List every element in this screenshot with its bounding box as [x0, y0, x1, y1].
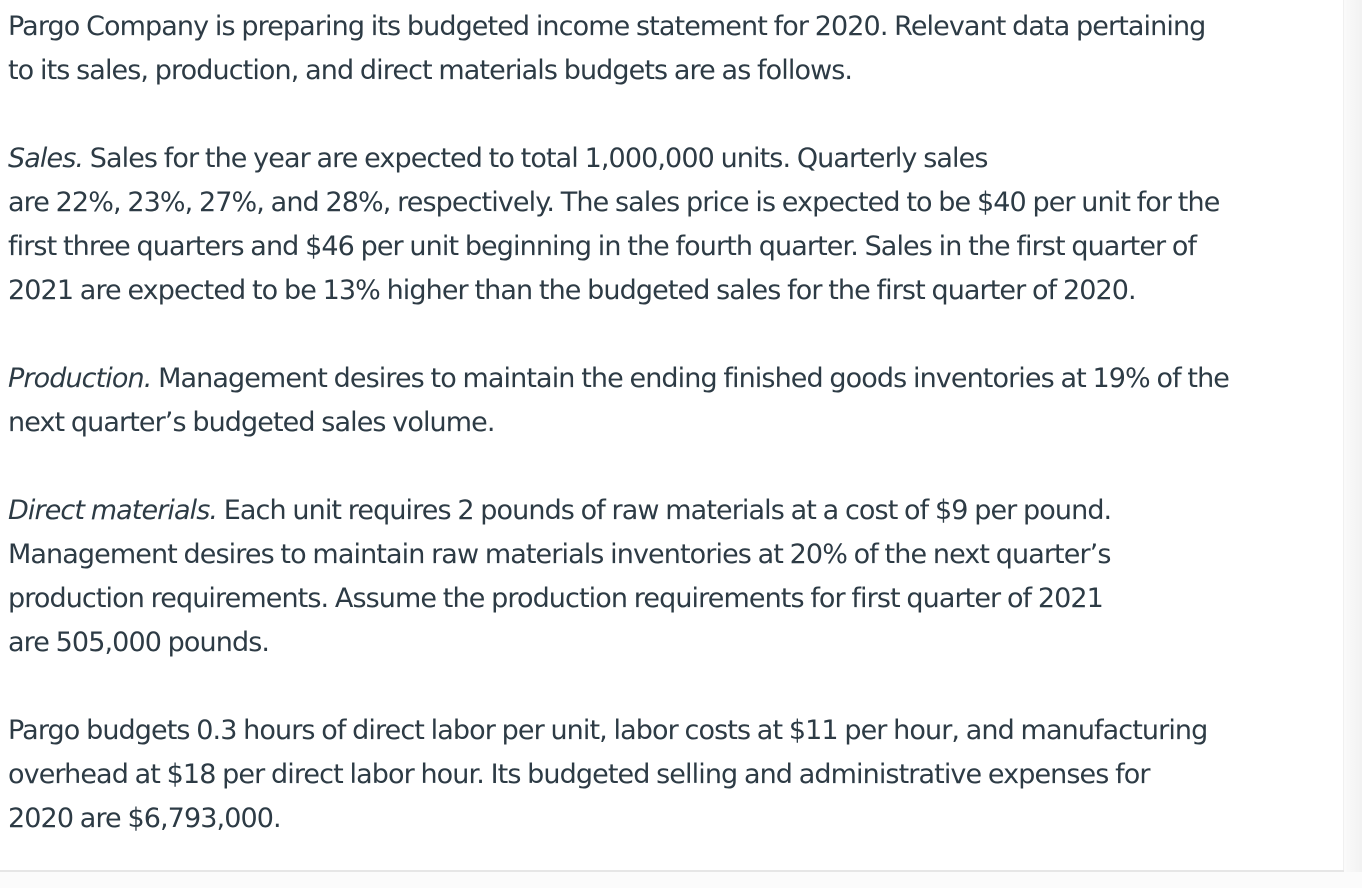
production-paragraph — [8, 357, 1343, 445]
text-line: are 22%, 23%, 27%, and 28%, respectively. The sales price is expected to be $40 per unit for the — [8, 187, 1220, 218]
text-line — [8, 137, 1343, 181]
text-run: Sales for the year are expected to total 1,000,000 units. Quarterly sales — [83, 143, 988, 174]
text-line: production requirements. Assume the production requirements for first quarter of 2021 — [8, 583, 1103, 614]
text-line — [8, 357, 1343, 401]
sales-paragraph — [8, 137, 1343, 313]
text-line: first three quarters and $46 per unit beginning in the fourth quarter. Sales in the first quarter of — [8, 231, 1197, 262]
text-line: Pargo Company is preparing its budgeted income statement for 2020. Relevant data pertaining — [8, 11, 1206, 42]
text-line: Management desires to maintain raw materials inventories at 20% of the next quarter’s — [8, 539, 1111, 570]
vertical-scrollbar[interactable] — [1343, 0, 1362, 872]
text-line: to its sales, production, and direct materials budgets are as follows. — [8, 55, 853, 86]
text-line: 2020 are $6,793,000. — [8, 803, 281, 834]
intro-paragraph — [8, 5, 1343, 93]
footer-strip — [0, 872, 1362, 888]
direct-materials-lead: Direct materials. — [8, 495, 218, 526]
direct-materials-paragraph — [8, 489, 1343, 665]
text-line: Pargo budgets 0.3 hours of direct labor per unit, labor costs at $11 per hour, and manufacturing — [8, 715, 1208, 746]
text-run: Each unit requires 2 pounds of raw materials at a cost of $9 per pound. — [217, 495, 1112, 526]
production-lead: Production. — [8, 363, 152, 394]
sales-lead: Sales. — [8, 143, 84, 174]
text-line: next quarter’s budgeted sales volume. — [8, 407, 495, 438]
problem-text — [8, 5, 1343, 841]
text-line: overhead at $18 per direct labor hour. Its budgeted selling and administrative expenses for — [8, 759, 1150, 790]
text-line: 2021 are expected to be 13% higher than the budgeted sales for the first quarter of 2020. — [8, 275, 1136, 306]
labor-overhead-paragraph — [8, 709, 1343, 841]
text-line — [8, 489, 1343, 533]
text-run: Management desires to maintain the ending finished goods inventories at 19% of the — [151, 363, 1229, 394]
text-line: are 505,000 pounds. — [8, 627, 270, 658]
